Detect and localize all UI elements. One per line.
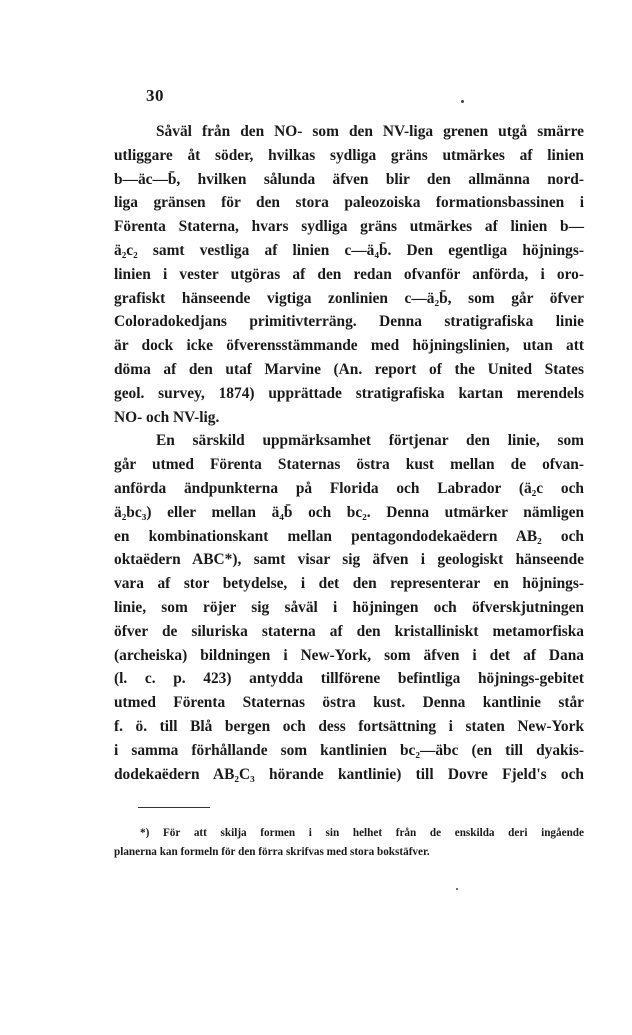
text-line: En särskild uppmärksamhet förtjenar den linie, som: [156, 432, 584, 450]
footnote-line: planerna kan formeln för den förra skrifvas med stora bokstäfver.: [114, 846, 430, 858]
text-line: utmed Förenta Staternas östra kust. Denna kantlinie står: [114, 694, 584, 712]
text-line: f. ö. till Blå bergen och dess fortsättning i staten New-York: [114, 717, 584, 735]
text-line: i samma förhållande som kantlinien bc₂—äbc (en till dyakis-: [114, 741, 584, 759]
text-line: geol. survey, 1874) upprättade stratigrafiska kartan merendels: [114, 384, 584, 402]
page-number: 30: [146, 86, 164, 105]
text-line: öfver de siluriska staterna af den kristalliniskt metamorfiska: [114, 622, 584, 640]
text-line: b—äc—b̄, hvilken sålunda äfven blir den allmänna nord-: [114, 170, 584, 188]
text-line: dodekaëdern AB₂C₃ hörande kantlinie) till Dovre Fjeld's och: [114, 765, 584, 783]
text-line: utliggare åt söder, hvilkas sydliga gräns utmärkes af linien: [114, 146, 584, 164]
text-line: grafiskt hänseende vigtiga zonlinien c—ä₂b̄, som går öfver: [114, 289, 584, 307]
text-line: Coloradokedjans primitivterräng. Denna stratigrafiska linie: [114, 313, 584, 331]
text-line: liga gränsen för den stora paleozoiska formationsbassinen i: [114, 194, 584, 212]
text-line: oktaëdern ABC*), samt visar sig äfven i geologiskt hänseende: [114, 551, 584, 569]
text-line: Förenta Staterna, hvars sydliga gräns utmärkes af linien b—: [114, 218, 584, 236]
text-line: vara af stor betydelse, i det den representerar en höjnings-: [114, 575, 584, 593]
text-line: en kombinationskant mellan pentagondodekaëdern AB₂ och: [114, 527, 584, 545]
text-line: går utmed Förenta Staternas östra kust mellan de ofvan-: [114, 456, 584, 474]
text-line: ä₂c₂ samt vestliga af linien c—ä₄b̄. Den egentliga höjnings-: [114, 241, 584, 259]
text-line: Såväl från den NO- som den NV-liga grenen utgå smärre: [156, 123, 584, 140]
text-line: NO- och NV-lig.: [114, 408, 220, 426]
text-line: är dock icke öfverensstämmande med höjningslinien, utan att: [114, 337, 584, 355]
text-line: ä₂bc₃) eller mellan ä₄b̄ och bc₂. Denna utmärker nämligen: [114, 503, 584, 521]
print-speck: [456, 888, 458, 890]
text-line: linie, som röjer sig såväl i höjningen och öfverskjutningen: [114, 598, 584, 616]
text-line: (l. c. p. 423) antydda tillförene befintliga höjnings-gebitet: [114, 670, 584, 688]
text-line: linien i vester utgöras af den redan ofvanför anförda, i oro-: [114, 265, 584, 283]
text-line: döma af den utaf Marvine (An. report of the United States: [114, 360, 584, 378]
main-text: [114, 120, 584, 786]
text-line: (archeiska) bildningen i New-York, som äfven i det af Dana: [114, 646, 584, 664]
footnote-line: *) För att skilja formen i sin helhet från de enskilda deri ingående: [140, 827, 584, 839]
footnote-divider: [138, 807, 210, 808]
text-line: anförda ändpunkterna på Florida och Labrador (ä₂c och: [114, 479, 584, 497]
footnote: [114, 824, 584, 862]
print-speck: [461, 100, 464, 103]
